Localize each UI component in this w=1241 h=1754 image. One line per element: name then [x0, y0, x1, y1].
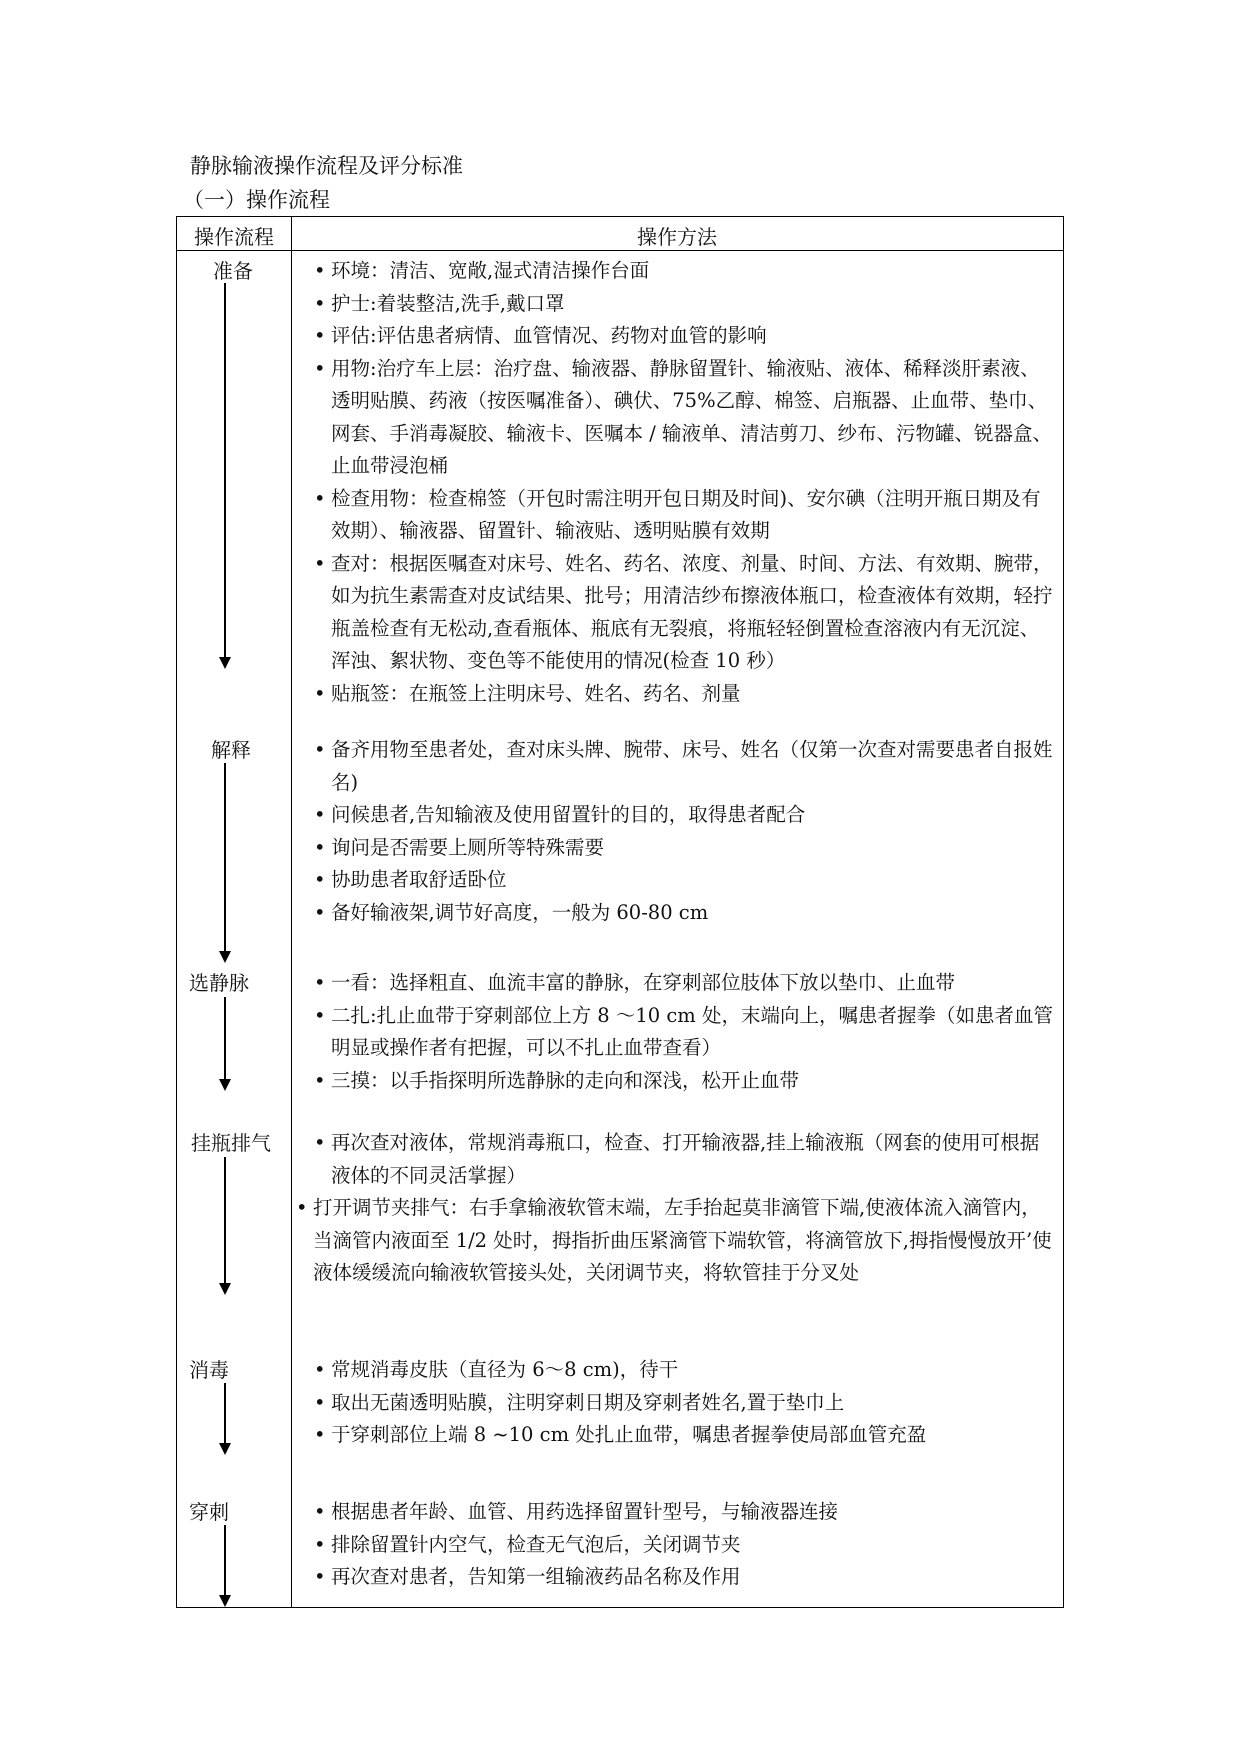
step-items-explain	[311, 734, 1055, 929]
list-item: • 再次查对液体，常规消毒瓶口，检查、打开输液器,挂上输液瓶（网套的使用可根据液体的不同灵活掌握）	[311, 1127, 1055, 1192]
flow-arrow	[224, 1525, 226, 1605]
step-label-hang-bottle: 挂瓶排气	[191, 1131, 271, 1155]
flow-arrow	[224, 283, 226, 667]
list-item: • 用物:治疗车上层：治疗盘、输液器、静脉留置针、输液贴、液体、稀释淡肝素液、透明贴膜、药液（按医嘱准备）、碘伏、75%乙醇、棉签、启瓶器、止血带、垫巾、网套、手消毒凝胶、输液卡、医嘱本 / 输液单、清洁剪刀、纱布、污物罐、锐器盒、止血带浸泡桶	[311, 353, 1055, 483]
list-item: • 再次查对患者，告知第一组输液药品名称及作用	[311, 1561, 1055, 1594]
list-item: • 护士:着装整洁,洗手,戴口罩	[311, 288, 1055, 321]
procedure-table	[176, 216, 1064, 1608]
list-item: • 备好输液架,调节好高度，一般为 60-80 cm	[311, 897, 1055, 930]
list-item: • 取出无菌透明贴膜，注明穿刺日期及穿刺者姓名,置于垫巾上	[311, 1387, 1055, 1420]
list-item: • 三摸：以手指探明所选静脉的走向和深浅，松开止血带	[311, 1065, 1055, 1098]
step-label-disinfect: 消毒	[189, 1358, 229, 1382]
list-item: • 环境：清洁、宽敞,湿式清洁操作台面	[311, 255, 1055, 288]
flow-arrow	[224, 1383, 226, 1453]
list-item: • 二扎:扎止血带于穿刺部位上方 8 ～10 cm 处，末端向上，嘱患者握拳（如患者血管明显或操作者有把握，可以不扎止血带查看）	[311, 1000, 1055, 1065]
flow-arrow	[224, 1157, 226, 1293]
flow-arrow	[224, 997, 226, 1089]
header-rule	[177, 250, 1063, 251]
list-item: • 排除留置针内空气，检查无气泡后，关闭调节夹	[311, 1529, 1055, 1562]
step-items-select-vein	[311, 967, 1055, 1097]
document-title: 静脉输液操作流程及评分标准	[190, 154, 463, 178]
flow-arrow	[224, 763, 226, 961]
step-label-prepare: 准备	[213, 259, 253, 283]
list-item: • 问候患者,告知输液及使用留置针的目的，取得患者配合	[311, 799, 1055, 832]
list-item: • 常规消毒皮肤（直径为 6～8 cm)，待干	[311, 1354, 1055, 1387]
list-item: • 询问是否需要上厕所等特殊需要	[311, 832, 1055, 865]
column-divider	[291, 217, 292, 1607]
step-items-prepare	[311, 255, 1055, 710]
step-items-disinfect	[311, 1354, 1055, 1452]
header-method-column: 操作方法	[637, 225, 717, 249]
list-item: • 打开调节夹排气：右手拿输液软管末端，左手抬起莫非滴管下端,使液体流入滴管内，当滴管内液面至 1/2 处时，拇指折曲压紧滴管下端软管，将滴管放下,拇指慢慢放开’使液体缓缓流向输液软管接头处，关闭调节夹，将软管挂于分叉处	[293, 1192, 1055, 1290]
step-label-puncture: 穿刺	[189, 1500, 229, 1524]
list-item: • 评估:评估患者病情、血管情况、药物对血管的影响	[311, 320, 1055, 353]
step-items-puncture	[311, 1496, 1055, 1594]
step-label-explain: 解释	[211, 738, 251, 762]
step-label-select-vein: 选静脉	[189, 971, 249, 995]
list-item: • 一看：选择粗直、血流丰富的静脉，在穿刺部位肢体下放以垫巾、止血带	[311, 967, 1055, 1000]
section-title: （一）操作流程	[183, 188, 330, 212]
list-item: • 贴瓶签：在瓶签上注明床号、姓名、药名、剂量	[311, 678, 1055, 711]
list-item: • 检查用物：检查棉签（开包时需注明开包日期及时间)、安尔碘（注明开瓶日期及有效期）、输液器、留置针、输液贴、透明贴膜有效期	[311, 483, 1055, 548]
step-items-hang-bottle	[311, 1127, 1055, 1290]
list-item: • 根据患者年龄、血管、用药选择留置针型号，与输液器连接	[311, 1496, 1055, 1529]
list-item: • 查对：根据医嘱查对床号、姓名、药名、浓度、剂量、时间、方法、有效期、腕带，如为抗生素需查对皮试结果、批号；用清洁纱布擦液体瓶口，检查液体有效期，轻拧瓶盖检查有无松动,查看瓶体、瓶底有无裂痕，将瓶轻轻倒置检查溶液内有无沉淀、浑浊、絮状物、变色等不能使用的情况(检查 10 秒）	[311, 548, 1055, 678]
header-step-column: 操作流程	[194, 225, 274, 249]
list-item: • 于穿刺部位上端 8 ~10 cm 处扎止血带，嘱患者握拳使局部血管充盈	[311, 1419, 1055, 1452]
list-item: • 备齐用物至患者处，查对床头牌、腕带、床号、姓名（仅第一次查对需要患者自报姓名)	[311, 734, 1055, 799]
list-item: • 协助患者取舒适卧位	[311, 864, 1055, 897]
